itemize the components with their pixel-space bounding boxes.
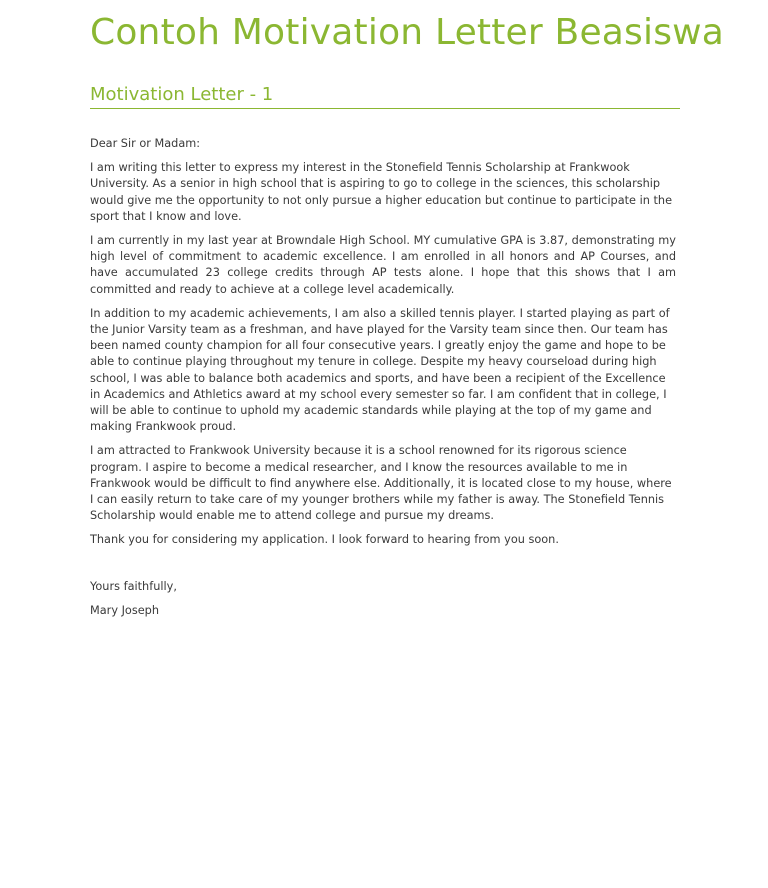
paragraph-4: I am attracted to Frankwook University because it is a school renowned for its rigorous science program. I aspire to become a medical researcher, and I know the resources available to me in Frankwook would be difficult to find anywhere else. Additionally, it is located close to my house, where I can easily return to take care of my younger brothers while my father is away. The Stonefield Tennis Scholarship would enable me to attend college and pursue my dreams. <box>90 444 672 523</box>
signature: Mary Joseph <box>90 603 160 617</box>
salutation: Dear Sir or Madam: <box>90 137 201 150</box>
paragraph-3: In addition to my academic achievements, I am also a skilled tennis player. I started playing as part of the Junior Varsity team as a freshman, and have played for the Varsity team since then. Our team has been named county champion for all four consecutive years. I greatly enjoy the game and hope to be able to continue playing throughout my tenure in college. Despite my heavy courseload during high school, I was able to balance both academics and sports, and have been a recipient of the Excellence in Academics and Athletics award at my school every semester so far. I am confident that in college, I will be able to continue to uphold my academic standards while playing at the top of my game and making Frankwook proud. <box>90 306 670 434</box>
paragraph-1: I am writing this letter to express my interest in the Stonefield Tennis Scholarship at Frankwook University. As a senior in high school that is aspiring to go to college in the sciences, this scholarship would give me the opportunity to not only pursue a higher education but continue to participate in the sport that I know and love. <box>90 161 673 223</box>
paragraph-2: I am currently in my last year at Browndale High School. MY cumulative GPA is 3.87, demonstrating my high level of commitment to academic excellence. I am enrolled in all honors and AP Courses, and have accumulated 23 college credits through AP tests alone. I hope that this shows that I am committed and ready to achieve at a college level academically. <box>90 234 676 296</box>
paragraph-5: Thank you for considering my application. I look forward to hearing from you soon. <box>90 533 559 547</box>
section-title: Motivation Letter - 1 <box>90 84 680 109</box>
letter-body <box>90 136 676 627</box>
page-title: Contoh Motivation Letter Beasiswa <box>90 12 725 53</box>
closing: Yours faithfully, <box>90 579 177 593</box>
